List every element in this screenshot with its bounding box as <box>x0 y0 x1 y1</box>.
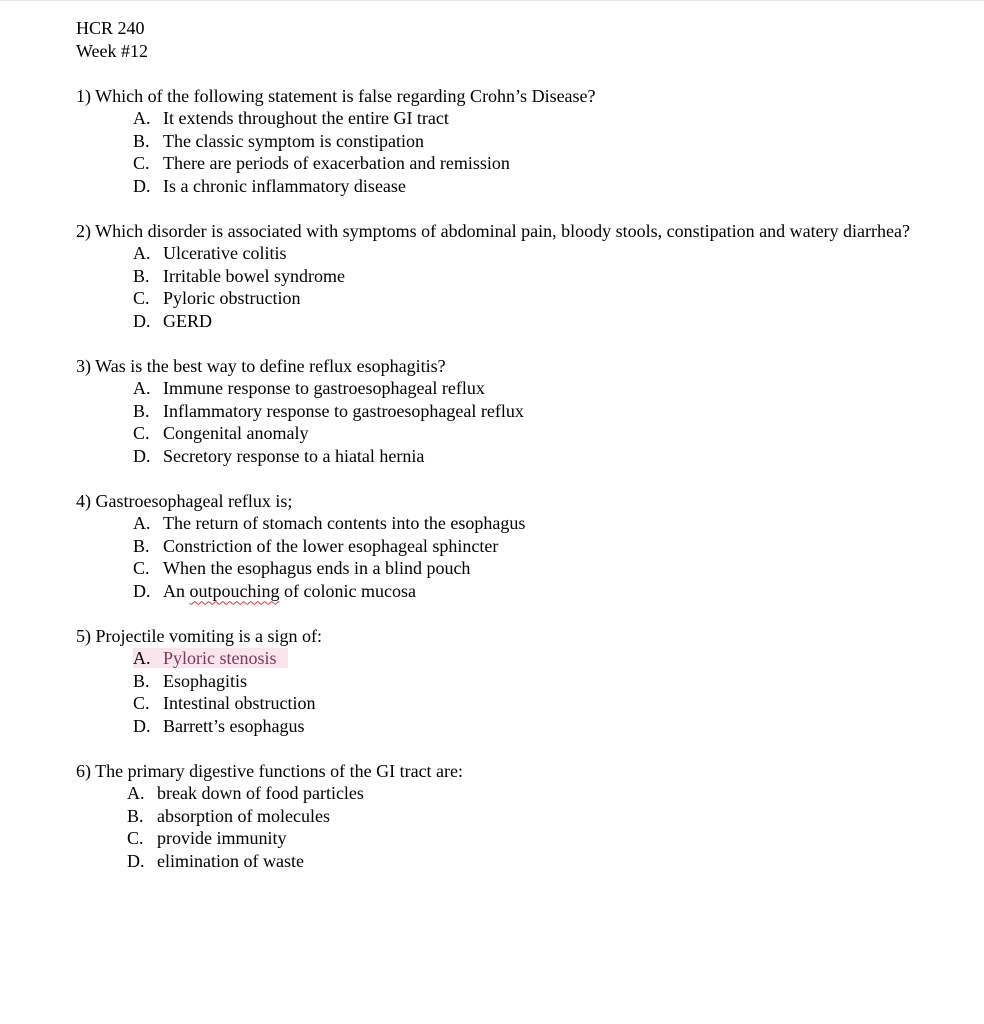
option-letter: B. <box>127 805 144 826</box>
question-5 <box>76 625 916 738</box>
option-4b <box>76 535 916 558</box>
option-5a <box>76 647 916 670</box>
document-page <box>76 17 916 872</box>
course-title: HCR 240 <box>76 18 145 38</box>
option-3a <box>76 377 916 400</box>
question-1 <box>76 85 916 198</box>
option-letter: D. <box>133 580 151 601</box>
option-text: Pyloric stenosis <box>163 648 277 668</box>
question-4-text: 4) Gastroesophageal reflux is; <box>76 490 293 511</box>
option-text: elimination of waste <box>157 850 304 871</box>
option-text: There are periods of exacerbation and remission <box>163 153 510 173</box>
question-2 <box>76 220 916 333</box>
option-letter: A. <box>133 108 151 128</box>
option-text: provide immunity <box>157 828 287 848</box>
option-text: Constriction of the lower esophageal sphincter <box>163 535 499 556</box>
option-text: Irritable bowel syndrome <box>163 265 345 286</box>
option-letter: D. <box>127 850 145 871</box>
option-letter: D. <box>133 715 151 736</box>
option-letter: D. <box>133 175 151 196</box>
option-6c <box>76 827 916 850</box>
option-2c <box>76 287 916 310</box>
option-text-prefix: An <box>163 580 190 601</box>
question-5-text: 5) Projectile vomiting is a sign of: <box>76 625 322 646</box>
option-3b <box>76 400 916 423</box>
answer-highlight <box>133 648 288 668</box>
question-3-text: 3) Was is the best way to define reflux esophagitis? <box>76 355 446 376</box>
option-letter: B. <box>133 535 150 556</box>
question-3 <box>76 355 916 468</box>
question-4 <box>76 490 916 603</box>
option-letter: A. <box>133 648 151 668</box>
option-5b <box>76 670 916 693</box>
question-6 <box>76 760 916 873</box>
option-4d <box>76 580 916 603</box>
option-6b <box>76 805 916 828</box>
option-letter: B. <box>133 400 150 421</box>
option-text: Intestinal obstruction <box>163 693 316 713</box>
option-text: Secretory response to a hiatal hernia <box>163 445 425 466</box>
option-text: When the esophagus ends in a blind pouch <box>163 558 471 578</box>
option-4c <box>76 557 916 580</box>
question-4-options <box>76 512 916 602</box>
option-6d <box>76 850 916 873</box>
option-letter: D. <box>133 310 151 331</box>
option-3c <box>76 422 916 445</box>
option-letter: A. <box>133 378 151 398</box>
week-label: Week #12 <box>76 40 149 61</box>
question-2-options <box>76 242 916 332</box>
option-text: Inflammatory response to gastroesophageal reflux <box>163 400 524 421</box>
option-letter: A. <box>133 243 151 263</box>
option-text: Barrett’s esophagus <box>163 715 305 736</box>
option-text: The return of stomach contents into the esophagus <box>163 513 526 533</box>
option-letter: B. <box>133 265 150 286</box>
option-5c <box>76 692 916 715</box>
option-5d <box>76 715 916 738</box>
option-text: The classic symptom is constipation <box>163 130 424 151</box>
option-1a <box>76 107 916 130</box>
option-1d <box>76 175 916 198</box>
option-letter: A. <box>127 783 145 803</box>
option-letter: C. <box>133 423 150 443</box>
option-text: It extends throughout the entire GI tract <box>163 108 449 128</box>
option-6a <box>76 782 916 805</box>
option-letter: C. <box>133 558 150 578</box>
option-text: Ulcerative colitis <box>163 243 287 263</box>
option-letter: D. <box>133 445 151 466</box>
option-letter: B. <box>133 130 150 151</box>
option-letter: B. <box>133 670 150 691</box>
misspelled-word[interactable]: outpouching <box>189 580 280 601</box>
option-text <box>163 581 416 601</box>
option-letter: A. <box>133 513 151 533</box>
option-letter: C. <box>133 153 150 173</box>
option-1b <box>76 130 916 153</box>
question-1-text: 1) Which of the following statement is false regarding Crohn’s Disease? <box>76 85 596 106</box>
option-letter: C. <box>127 828 144 848</box>
question-6-options <box>76 782 916 872</box>
option-letter: C. <box>133 693 150 713</box>
option-1c <box>76 152 916 175</box>
question-1-options <box>76 107 916 197</box>
option-text: break down of food particles <box>157 783 364 803</box>
option-3d <box>76 445 916 468</box>
option-text: GERD <box>163 310 212 331</box>
page-top-border <box>0 0 984 1</box>
option-letter: C. <box>133 288 150 308</box>
option-text: Immune response to gastroesophageal reflux <box>163 378 485 398</box>
option-4a <box>76 512 916 535</box>
option-text: Is a chronic inflammatory disease <box>163 175 406 196</box>
option-2a <box>76 242 916 265</box>
question-3-options <box>76 377 916 467</box>
option-2b <box>76 265 916 288</box>
question-5-options <box>76 647 916 737</box>
option-text: Esophagitis <box>163 670 247 691</box>
option-text-suffix: of colonic mucosa <box>279 580 416 601</box>
option-text: Pyloric obstruction <box>163 288 301 308</box>
option-2d <box>76 310 916 333</box>
option-text: Congenital anomaly <box>163 423 309 443</box>
option-text: absorption of molecules <box>157 805 330 826</box>
question-2-text: 2) Which disorder is associated with symptoms of abdominal pain, bloody stools, constipation and watery diarrhea? <box>76 220 910 241</box>
question-6-text: 6) The primary digestive functions of the GI tract are: <box>76 760 464 781</box>
